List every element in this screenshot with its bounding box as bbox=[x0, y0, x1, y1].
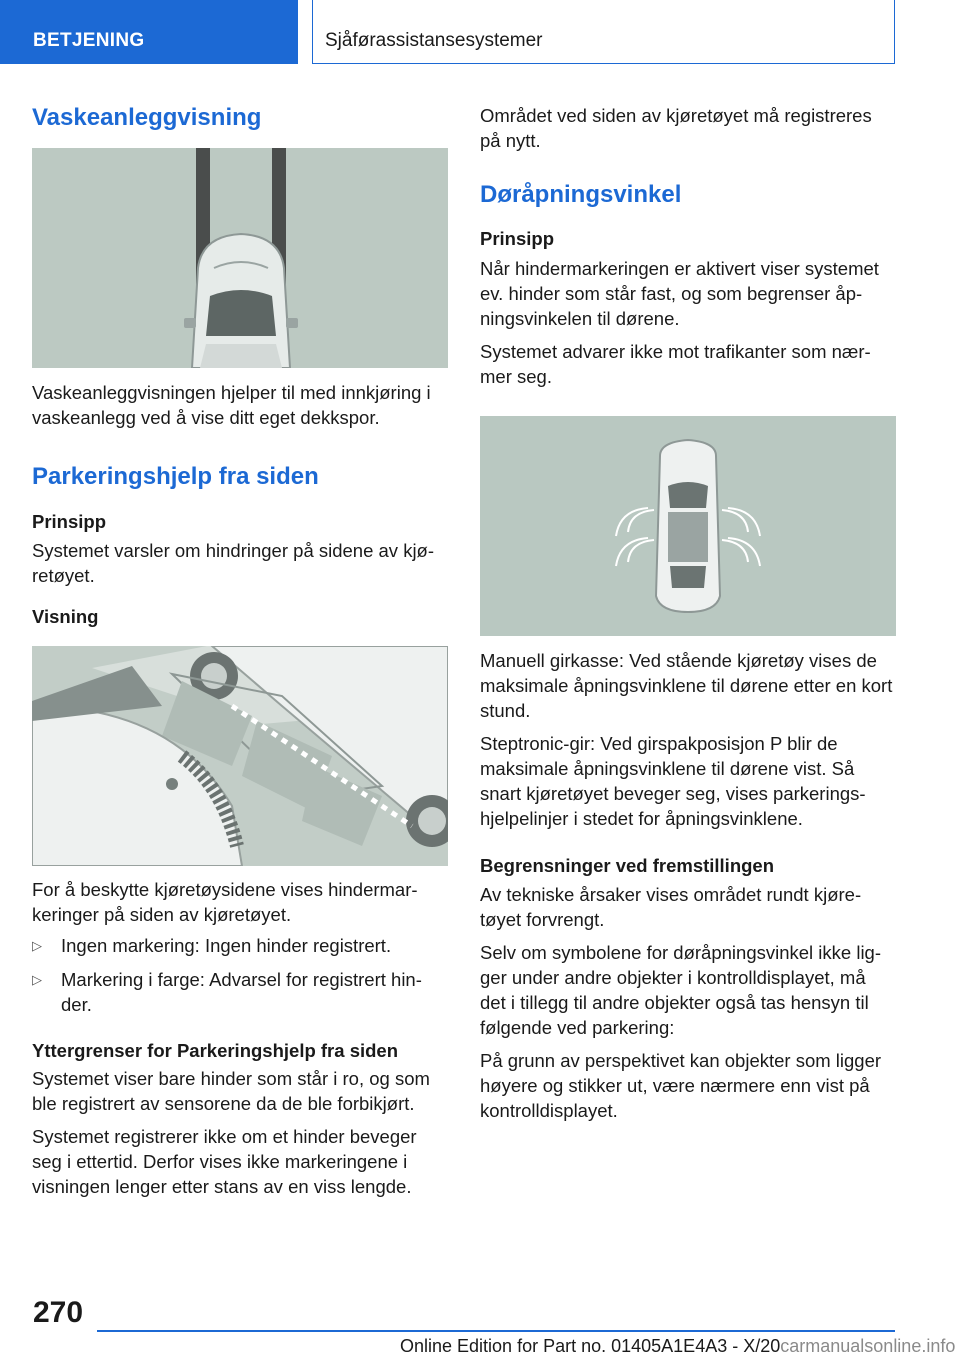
figure-side-view bbox=[32, 646, 448, 866]
side-parking-illustration bbox=[32, 646, 448, 866]
bullet-triangle-icon: ▷ bbox=[32, 972, 42, 987]
page-number: 270 bbox=[33, 1296, 84, 1329]
text-principle-left: Systemet varsler om hindringer på sidene av kjø-retøyet. bbox=[32, 540, 435, 586]
heading-view: Visning bbox=[32, 606, 99, 627]
heading-wash: Vaskeanleggvisning bbox=[32, 104, 262, 131]
heading-side-parking: Parkeringshjelp fra siden bbox=[32, 463, 319, 490]
text-principle-right-1: Når hindermarkeringen er aktivert viser systemet ev. hinder som står fast, og som begrenser åp-ningsvinkelen til dørene. bbox=[480, 258, 879, 329]
footer-watermark[interactable]: carmanualsonline.info bbox=[780, 1336, 956, 1356]
text-limits-right-2: Selv om symbolene for døråpningsvinkel ikke lig-ger under andre objekter i kontrolldisplayet, må det i tillegg til andre objekter også tas hensyn til følgende ved parkering: bbox=[480, 942, 882, 1038]
text-intro-right: Området ved siden av kjøretøyet må registreres på nytt. bbox=[480, 105, 872, 151]
marking-list bbox=[32, 933, 448, 1017]
list-item: ▷ Ingen markering: Ingen hinder registrert. bbox=[32, 935, 392, 956]
door-angle-illustration bbox=[480, 416, 896, 636]
text-view: For å beskytte kjøretøysidene vises hindermar-keringer på siden av kjøretøyet. bbox=[32, 879, 418, 925]
text-steptronic: Steptronic-gir: Ved girspakposisjon P blir de maksimale åpningsvinklene til dørene vist. Så snart kjøretøyet beveger seg, vises parkerings-hjelpelinjer i stedet for åpningsvinklene. bbox=[480, 733, 866, 829]
text-limits-left-2: Systemet registrerer ikke om et hinder beveger seg i ettertid. Derfor vises ikke markeringene i visningen lenger etter stans av en viss lengde. bbox=[32, 1126, 417, 1197]
text-limits-right-1: Av tekniske årsaker vises området rundt kjøre-tøyet forvrengt. bbox=[480, 884, 862, 930]
header-chapter-box bbox=[312, 0, 895, 64]
heading-principle-right: Prinsipp bbox=[480, 228, 555, 249]
left-column bbox=[32, 100, 448, 1199]
text-limits-right-3: På grunn av perspektivet kan objekter som ligger høyere og stikker ut, være nærmere enn vist på kontrolldisplayet. bbox=[480, 1050, 882, 1121]
text-principle-right-2: Systemet advarer ikke mot trafikanter som nær-mer seg. bbox=[480, 341, 871, 387]
footer-edition-text: Online Edition for Part no. 01405A1E4A3 - X/20 bbox=[400, 1336, 781, 1356]
footer-divider bbox=[97, 1330, 895, 1332]
car-wash-illustration bbox=[32, 148, 448, 368]
right-column bbox=[480, 100, 896, 1123]
header-section-label: BETJENING bbox=[33, 30, 145, 51]
list-item: ▷ Markering i farge: Advarsel for registrert hin-der. bbox=[32, 969, 422, 1015]
footer-edition bbox=[400, 1336, 955, 1357]
heading-principle-left: Prinsipp bbox=[32, 511, 107, 532]
heading-limits-left: Yttergrenser for Parkeringshjelp fra siden bbox=[32, 1040, 399, 1061]
header-section-tab bbox=[0, 0, 298, 64]
heading-limits-right: Begrensninger ved fremstillingen bbox=[480, 855, 775, 876]
text-wash: Vaskeanleggvisningen hjelper til med innkjøring i vaskeanlegg ved å vise ditt eget dekkspor. bbox=[32, 382, 431, 428]
header-chapter-label: Sjåførassistansesystemer bbox=[325, 30, 543, 51]
text-limits-left-1: Systemet viser bare hinder som står i ro, og som ble registrert av sensorene da de ble forbikjørt. bbox=[32, 1068, 430, 1114]
figure-door-angle bbox=[480, 416, 896, 636]
heading-door-angle: Døråpningsvinkel bbox=[480, 181, 682, 208]
figure-wash-view bbox=[32, 148, 448, 368]
bullet-triangle-icon: ▷ bbox=[32, 938, 42, 953]
text-manual: Manuell girkasse: Ved stående kjøretøy vises de maksimale åpningsvinklene til dørene etter en kort stund. bbox=[480, 650, 893, 721]
